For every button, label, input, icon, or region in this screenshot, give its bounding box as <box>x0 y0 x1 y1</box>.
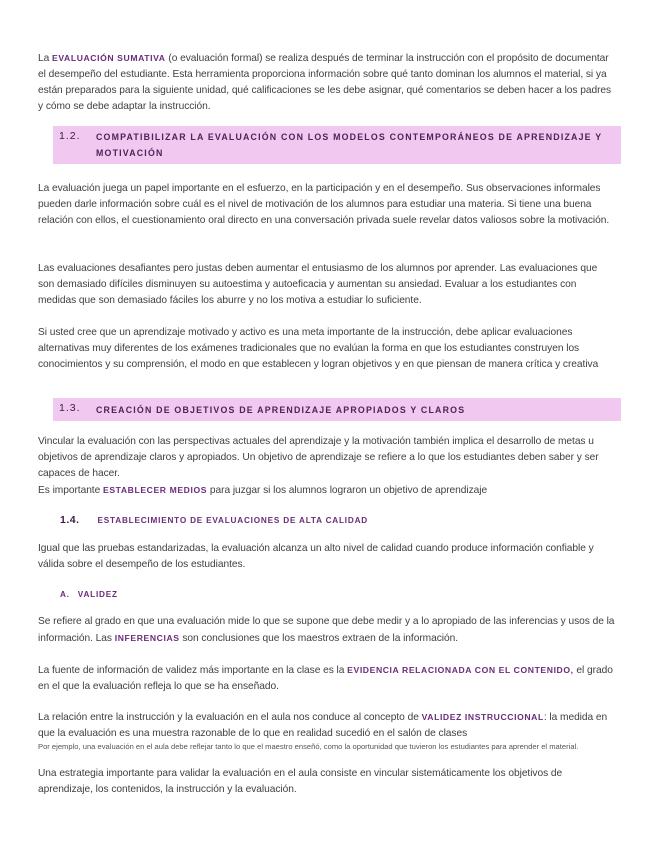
section-title: CREACIÓN DE OBJETIVOS DE APRENDIZAJE APROPIADOS Y CLAROS <box>96 405 466 415</box>
paragraph-ejemplo: Por ejemplo, una evaluación en el aula debe reflejar tanto lo que el maestro enseñó, como la oportunidad que tuvieron los estudiantes para aprender el material. <box>38 742 579 751</box>
paragraph-vincular-evaluacion: Vincular la evaluación con las perspectivas actuales del aprendizaje y la motivación también implica el desarrollo de metas u objetivos de aprendizaje claros y apropiados. Un objetivo de aprendizaje se refiere a lo que los estudiantes deben saber y ser capaces de hacer. <box>38 436 599 479</box>
paragraph-alta-calidad: Igual que las pruebas estandarizadas, la evaluación alcanza un alto nivel de calidad cuando produce información confiable y válida sobre el desempeño de los estudiantes. <box>38 543 594 570</box>
paragraph-evidencia-contenido <box>38 662 616 695</box>
section-number: 1.2. <box>59 130 81 142</box>
subsection-letter: A. <box>60 590 70 599</box>
text: La fuente de información de validez más importante en la clase es la <box>38 665 348 676</box>
section-title: COMPATIBILIZAR LA EVALUACIÓN CON LOS MODELOS CONTEMPORÁNEOS DE APRENDIZAJE Y MOTIVACIÓN <box>96 132 603 158</box>
section-heading-1-3 <box>53 398 621 421</box>
keyword-evaluacion-sumativa: EVALUACIÓN SUMATIVA <box>52 53 166 63</box>
section-heading-1-4 <box>60 514 368 526</box>
paragraph-evaluaciones-desafiantes: Las evaluaciones desafiantes pero justas deben aumentar el entusiasmo de los alumnos por aprender. Las evaluaciones que son demasiado difíciles disminuyen su autoestima y autoeficacia y aumentan su ansiedad. Evaluar a los estudiantes con medidas que son demasiado fáciles los aburre y no los motiva a estudiar lo suficiente. <box>38 263 598 306</box>
text: (o evaluación formal) se realiza después de terminar la instrucción con el propósito de documentar el desempeño del estudiante. Esta herramienta proporciona información sobre qué tanto dominan los alumnos el material, si ya están preparados para la siguiente unidad, qué calificaciones se les debe asignar, qué comentarios se deben hacer a los padres y cómo se debe adaptar la instrucción. <box>38 53 612 112</box>
text: son conclusiones que los maestros extraen de la información. <box>179 633 458 644</box>
text: La relación entre la instrucción y la evaluación en el aula nos conduce al concepto de <box>38 712 422 723</box>
keyword-evidencia-contenido: EVIDENCIA RELACIONADA CON EL CONTENIDO, <box>347 665 574 675</box>
text: Se refiere al grado en que una evaluación mide lo que se supone que debe medir y a lo apropiado de las inferencias y usos de la información. Las <box>38 616 615 644</box>
text: La <box>38 53 53 64</box>
text: : la medida en que la evaluación es una muestra razonable de lo que en realidad sucedió en el salón de clases <box>38 712 608 739</box>
subsection-heading-validez <box>60 590 118 599</box>
keyword-validez-instruccional: VALIDEZ INSTRUCCIONAL <box>421 712 544 722</box>
keyword-inferencias: INFERENCIAS <box>114 633 180 643</box>
text: Es importante <box>38 485 103 496</box>
section-title: ESTABLECIMIENTO DE EVALUACIONES DE ALTA CALIDAD <box>97 516 369 525</box>
paragraph-establecer-medios <box>38 482 616 499</box>
keyword-establecer-medios: ESTABLECER MEDIOS <box>102 485 208 495</box>
section-number: 1.4. <box>60 514 80 526</box>
section-heading-1-2 <box>53 126 621 164</box>
paragraph-evaluacion-motivacion: La evaluación juega un papel importante en el esfuerzo, en la participación y en el desempeño. Sus observaciones informales pueden darle información sobre cuál es el nivel de motivación de los alumnos para estudiar una materia. Si tiene una buena relación con ellos, el cuestionamiento oral directo en una conversación privada suele revelar datos valiosos sobre la motivación. <box>38 183 610 226</box>
section-number: 1.3. <box>59 402 81 414</box>
paragraph-evaluacion-sumativa <box>38 50 616 115</box>
text: para juzgar si los alumnos lograron un objetivo de aprendizaje <box>207 485 488 496</box>
paragraph-validez-definicion <box>38 614 616 647</box>
paragraph-estrategia-validar: Una estrategia importante para validar la evaluación en el aula consiste en vincular sistemáticamente los objetivos de aprendizaje, los contenidos, la instrucción y la evaluación. <box>38 768 563 795</box>
paragraph-aprendizaje-motivado: Si usted cree que un aprendizaje motivado y activo es una meta importante de la instrucción, debe aplicar evaluaciones alternativas muy diferentes de los exámenes tradicionales que no evalúan la forma en que los estudiantes construyen los conocimientos y su comprensión, el modo en que establecen y logran objetivos y en que piensan de manera crítica y creativa <box>38 327 599 370</box>
subsection-title: VALIDEZ <box>77 590 118 599</box>
paragraph-validez-instruccional <box>38 709 616 742</box>
text: el grado en el que la evaluación refleja lo que se ha enseñado. <box>38 665 613 692</box>
